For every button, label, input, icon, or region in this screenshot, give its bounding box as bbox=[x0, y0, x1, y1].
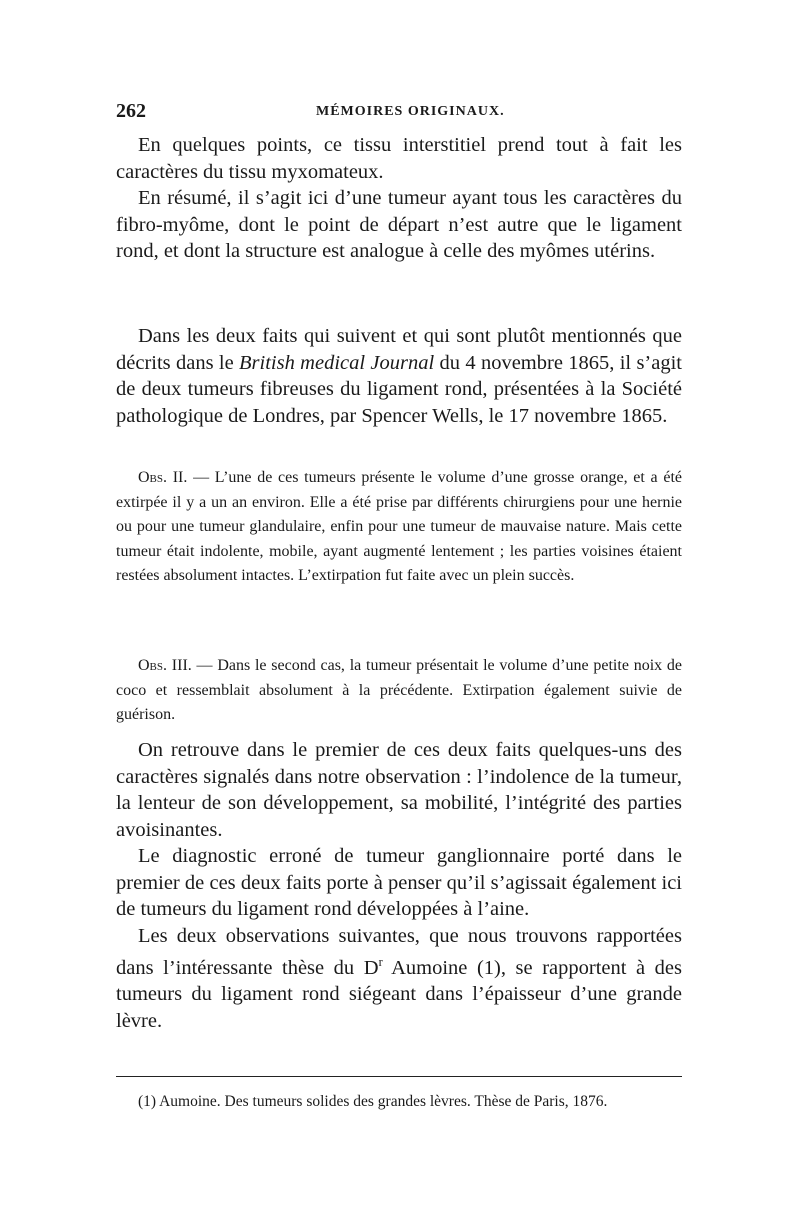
paragraph-diagnostic: Le diagnostic erroné de tumeur ganglionnaire porté dans le premier de ces deux faits porte à penser qu’il s’agissait également ici de tumeurs du ligament rond développées à l’aine. bbox=[116, 845, 682, 920]
page-header bbox=[116, 100, 682, 126]
superscript: r bbox=[378, 955, 383, 969]
paragraph-block-3 bbox=[116, 737, 682, 1034]
paragraph-resume: En résumé, il s’agit ici d’une tumeur ayant tous les caractères du fibro-myôme, dont le point de départ n’est autre que le ligament rond, et dont la structure est analogue à celle des myômes utérins. bbox=[116, 187, 682, 262]
footnote-text: (1) Aumoine. Des tumeurs solides des grandes lèvres. Thèse de Paris, 1876. bbox=[138, 1093, 608, 1110]
journal-title: British medical Journal bbox=[239, 351, 435, 374]
paragraph-myxomateux: En quelques points, ce tissu interstitiel prend tout à fait les caractères du tissu myxomateux. bbox=[116, 134, 682, 183]
paragraph-block-2 bbox=[116, 323, 682, 429]
observation-text: — L’une de ces tumeurs présente le volume d’une grosse orange, et a été extirpée il y a un an environ. Elle a été prise par différents chirurgiens pour une hernie ou pour une tumeur glandulaire, enfin pour une tumeur de mauvaise nature. Mais cette tumeur était indolente, mobile, ayant augmenté lentement ; les parties voisines étaient restées absolument intactes. L’extirpation fut faite avec un plein succès. bbox=[116, 469, 683, 584]
footnote-rule bbox=[116, 1076, 682, 1077]
footnote bbox=[116, 1090, 682, 1114]
paragraph-text: du 4 novembre 1865, il s’agit de deux tumeurs fibreuses du ligament rond, présentées à la Société pathologique de Londres, par Spencer Wells, le 17 novembre 1865. bbox=[116, 351, 682, 427]
observation-label: Obs. III. bbox=[138, 657, 192, 674]
paragraph-observations-suivantes bbox=[116, 923, 682, 1035]
paragraph-text: Aumoine (1), se rapportent à des tumeurs du ligament rond siégeant dans l’épaisseur d’une grande lèvre. bbox=[116, 956, 683, 1032]
running-title: MÉMOIRES ORIGINAUX. bbox=[316, 104, 505, 119]
observation-text: — Dans le second cas, la tumeur présentait le volume d’une petite noix de coco et ressemblait absolument à la précédente. Extirpation également suivie de guérison. bbox=[116, 657, 683, 723]
paragraph-british-journal bbox=[116, 323, 682, 429]
page-number: 262 bbox=[116, 100, 146, 122]
paragraph-block-1 bbox=[116, 132, 682, 265]
observation-label: Obs. II. bbox=[138, 469, 188, 486]
observation-2 bbox=[116, 466, 682, 589]
observation-3 bbox=[116, 654, 682, 728]
paragraph-retrouve: On retrouve dans le premier de ces deux faits quelques-uns des caractères signalés dans notre observation : l’indolence de la tumeur, la lenteur de son développement, sa mobilité, l’intégrité des parties avoisinantes. bbox=[116, 739, 682, 841]
paragraph-text: Dans les deux faits qui suivent et qui sont plutôt mentionnés que décrits dans le bbox=[116, 325, 682, 374]
paragraph-text: Les deux observations suivantes, que nous trouvons rapportées dans l’intéressante thèse du D bbox=[116, 924, 682, 979]
